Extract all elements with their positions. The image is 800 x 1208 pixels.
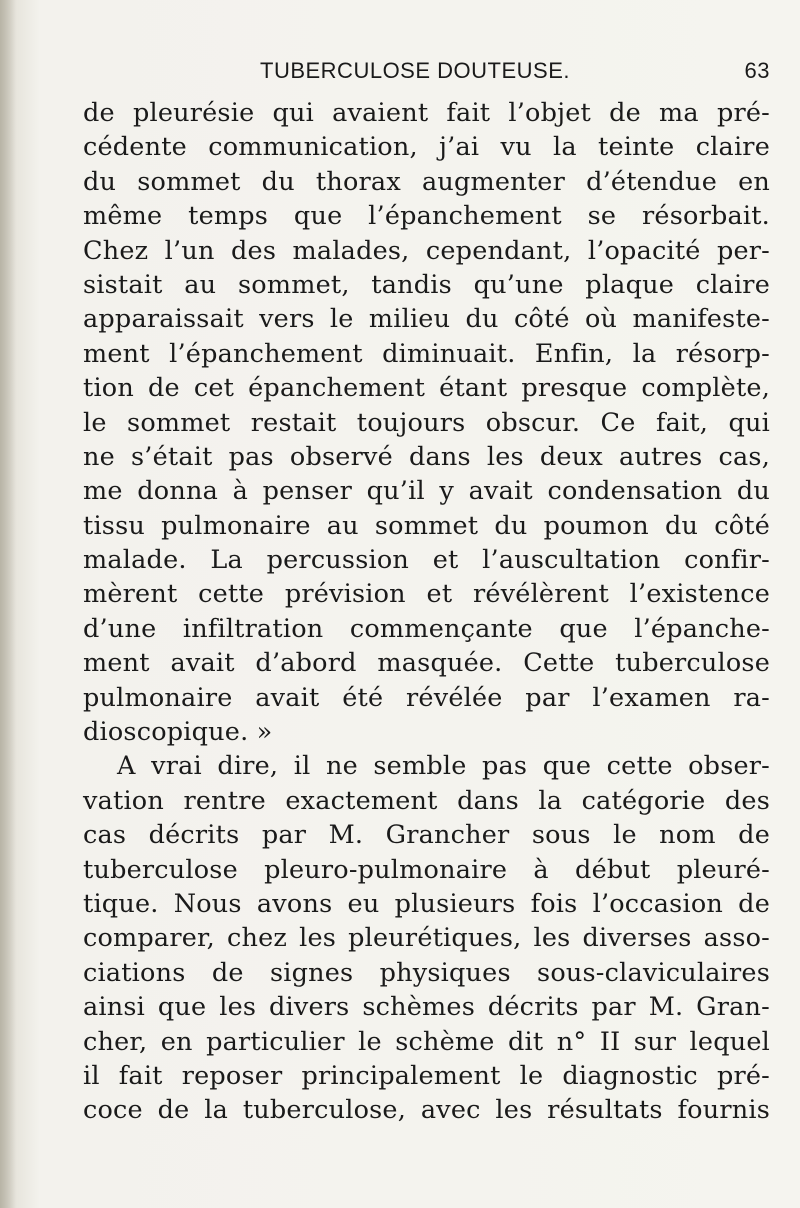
text-line: il fait reposer principalement le diagnostic pré-	[83, 1060, 770, 1091]
text-line: de pleurésie qui avaient fait l’objet de ma pré-	[83, 98, 770, 128]
text-line: malade. La percussion et l’auscultation confir-	[83, 545, 770, 576]
body-text	[83, 96, 770, 1128]
text-line: pulmonaire avait été révélée par l’examen ra-	[83, 682, 770, 713]
text-line: me donna à penser qu’il y avait condensation du	[83, 476, 770, 507]
text-line: même temps que l’épanchement se résorbait.	[83, 201, 770, 232]
text-line: ment l’épanchement diminuait. Enfin, la résorp-	[83, 338, 770, 369]
text-line: ciations de signes physiques sous-claviculaires	[83, 957, 770, 988]
text-line: cas décrits par M. Grancher sous le nom de	[83, 820, 770, 851]
text-line: dioscopique. »	[83, 717, 273, 748]
text-line: cédente communication, j’ai vu la teinte claire	[83, 132, 770, 163]
text-line: Chez l’un des malades, cependant, l’opacité per-	[83, 235, 770, 266]
text-line: comparer, chez les pleurétiques, les diverses asso-	[83, 923, 770, 954]
spine-shadow	[0, 0, 16, 1208]
text-line: sistait au sommet, tandis qu’une plaque claire	[83, 269, 770, 300]
text-line: tissu pulmonaire au sommet du poumon du côté	[83, 510, 770, 541]
running-head: TUBERCULOSE DOUTEUSE.	[260, 58, 570, 83]
text-line: coce de la tuberculose, avec les résultats fournis	[83, 1095, 770, 1126]
text-line: vation rentre exactement dans la catégorie des	[83, 785, 770, 816]
text-line: tion de cet épanchement étant presque complète,	[83, 373, 770, 404]
page-header	[160, 58, 770, 88]
text-line: ainsi que les divers schèmes décrits par M. Gran-	[83, 992, 770, 1023]
text-line: du sommet du thorax augmenter d’étendue en	[83, 166, 770, 197]
text-line: ment avait d’abord masquée. Cette tuberculose	[83, 648, 770, 679]
text-line: d’une infiltration commençante que l’épanche-	[83, 613, 770, 644]
text-line: A vrai dire, il ne semble pas que cette obser-	[117, 751, 770, 782]
text-line: cher, en particulier le schème dit n° II sur lequel	[83, 1026, 770, 1057]
text-line: ne s’était pas observé dans les deux autres cas,	[83, 441, 770, 472]
page-number: 63	[744, 58, 770, 83]
text-line: tuberculose pleuro-pulmonaire à début pleuré-	[83, 854, 770, 885]
text-line: le sommet restait toujours obscur. Ce fait, qui	[83, 407, 770, 438]
text-line: mèrent cette prévision et révélèrent l’existence	[83, 579, 770, 610]
text-line: tique. Nous avons eu plusieurs fois l’occasion de	[83, 888, 770, 919]
text-line: apparaissait vers le milieu du côté où manifeste-	[83, 304, 770, 335]
